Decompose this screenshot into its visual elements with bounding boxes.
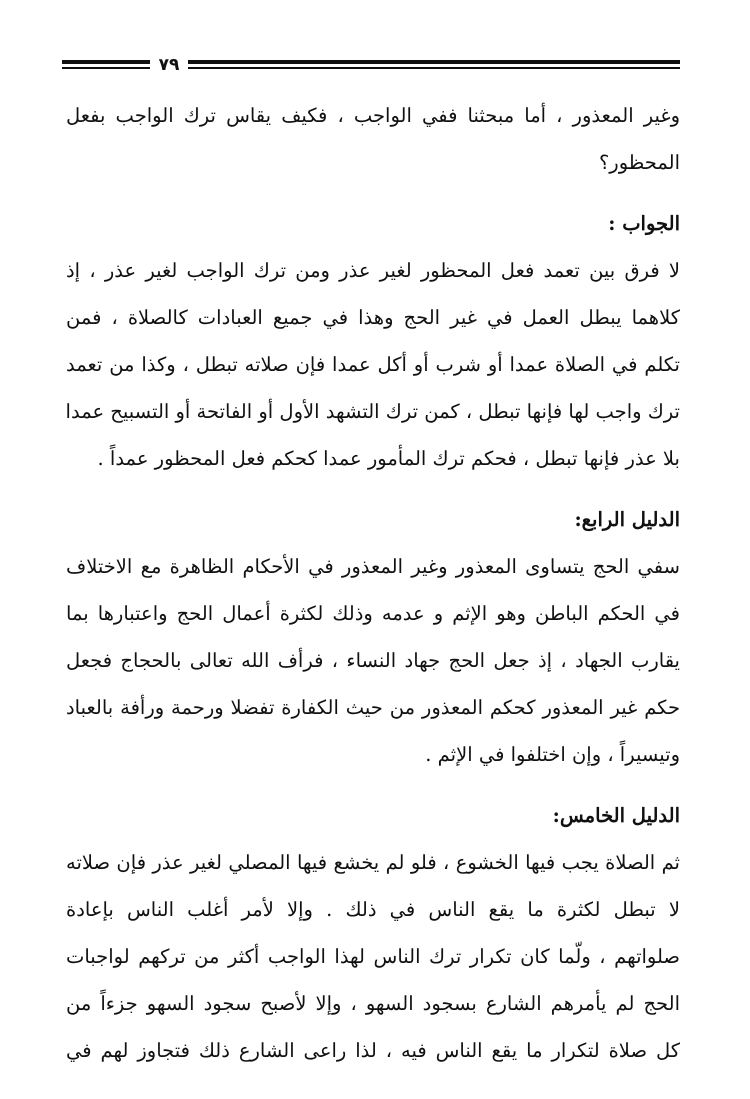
text-line: ثم الصلاة يجب فيها الخشوع ، فلو لم يخشع فيها المصلي لغير عذر فإن صلاته — [66, 851, 680, 874]
fourth-evidence-heading: الدليل الرابع: — [574, 508, 680, 531]
text-line: كلاهما يبطل العمل في غير الحج وهذا في جميع العبادات كالصلاة ، فمن — [66, 306, 680, 329]
text-line: صلواتهم ، ولّما كان تكرار ترك الناس لهذا الواجب أكثر من تركهم لواجبات — [66, 945, 680, 968]
text-line: لا فرق بين تعمد فعل المحظور لغير عذر ومن ترك الواجب لغير عذر ، إذ — [66, 259, 680, 282]
answer-heading: الجواب : — [608, 212, 680, 235]
fifth-evidence-paragraph — [66, 839, 680, 1074]
text-line: وغير المعذور ، أما مبحثنا ففي الواجب ، فكيف يقاس ترك الواجب بفعل — [66, 104, 680, 127]
text-line: حكم غير المعذور كحكم المعذور من حيث الكفارة تفضلا ورحمة ورأفة بالعباد — [66, 696, 680, 719]
header-rule-right — [188, 60, 680, 70]
text-line: وتيسيراً ، وإن اختلفوا في الإثم . — [425, 743, 680, 766]
page-body — [66, 92, 680, 1074]
intro-paragraph — [66, 92, 680, 186]
text-line: تكلم في الصلاة عمدا أو شرب أو أكل عمدا فإن صلاته تبطل ، وكذا من تعمد — [66, 353, 680, 376]
page-header — [62, 54, 680, 78]
text-line: المحظور؟ — [598, 151, 680, 174]
answer-paragraph — [66, 247, 680, 482]
text-line: ترك واجب لها فإنها تبطل ، كمن ترك التشهد الأول أو الفاتحة أو التسبيح عمدا — [66, 400, 680, 423]
page-number: ٧٩ — [158, 55, 180, 75]
text-line: بلا عذر فإنها تبطل ، فحكم ترك المأمور عمدا كحكم فعل المحظور عمداً . — [97, 447, 680, 470]
text-line: كل صلاة لتكرار ما يقع الناس فيه ، لذا راعى الشارع ذلك فتجاوز لهم في — [66, 1039, 680, 1062]
text-line: الحج لم يأمرهم الشارع بسجود السهو ، وإلا لأصبح سجود السهو جزءاً من — [66, 992, 680, 1015]
text-line: في الحكم الباطن وهو الإثم و عدمه وذلك لكثرة أعمال الحج واعتبارها بما — [66, 602, 680, 625]
text-line: سفي الحج يتساوى المعذور وغير المعذور في الأحكام الظاهرة مع الاختلاف — [66, 555, 680, 578]
fourth-evidence-paragraph — [66, 543, 680, 778]
text-line: يقارب الجهاد ، إذ جعل الحج جهاد النساء ، فرأف الله تعالى بالحجاج فجعل — [66, 649, 680, 672]
fifth-evidence-heading: الدليل الخامس: — [552, 804, 680, 827]
text-line: لا تبطل لكثرة ما يقع الناس في ذلك . وإلا لأمر أغلب الناس بإعادة — [66, 898, 680, 921]
header-rule-left — [62, 60, 150, 70]
